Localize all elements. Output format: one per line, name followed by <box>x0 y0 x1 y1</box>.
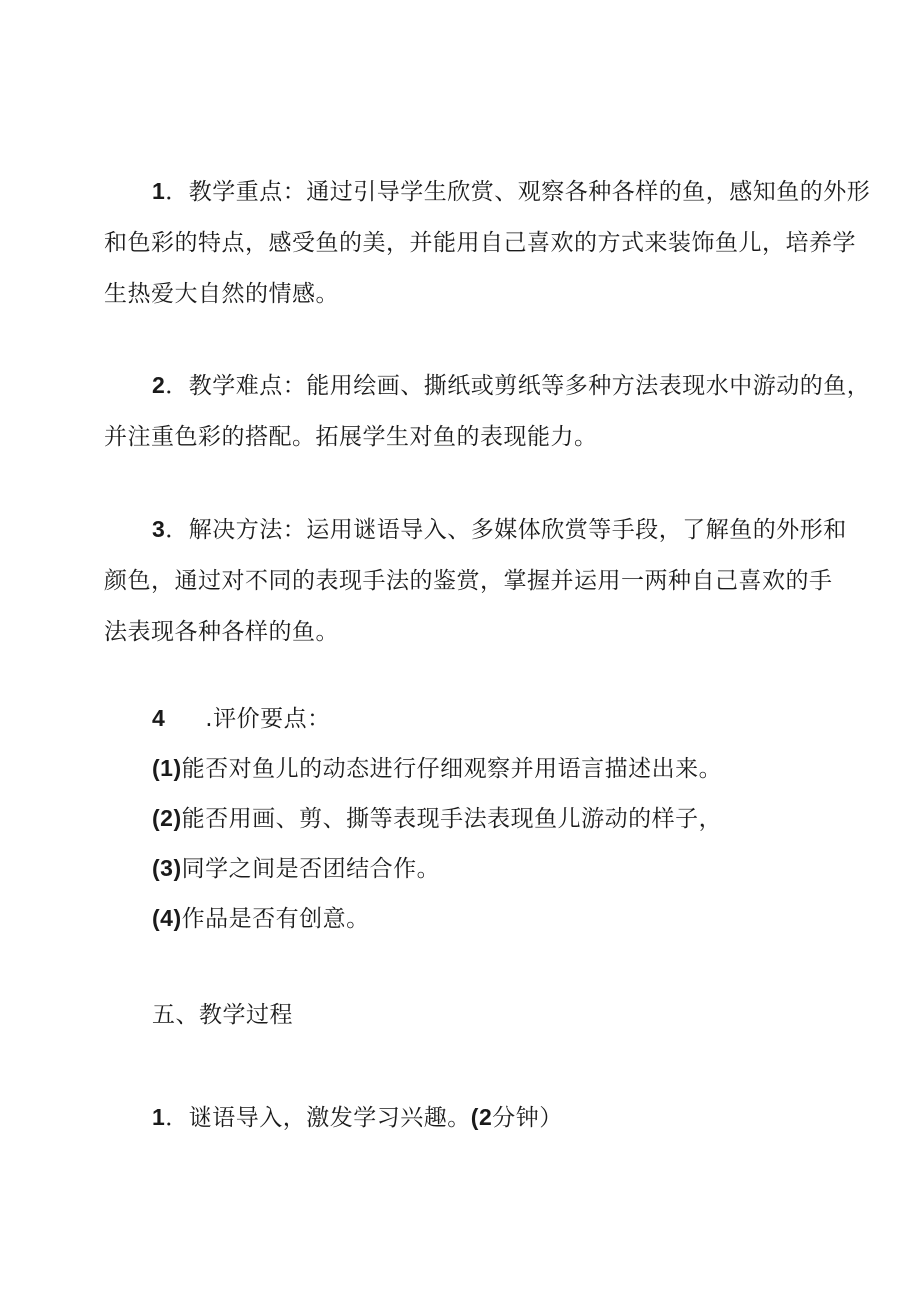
evaluation-point <box>104 794 824 844</box>
item-number: 1 <box>152 178 166 204</box>
item-line <box>104 360 871 412</box>
item-line: 生热爱大自然的情感。 <box>104 281 339 307</box>
item-line: 法表现各种各样的鱼。 <box>104 619 339 645</box>
item-number: 2 <box>152 372 166 398</box>
step-time-number: (2 <box>470 1104 493 1130</box>
step-riddle-intro <box>104 1092 824 1144</box>
point-number: (1) <box>152 755 182 781</box>
item-number: 3 <box>152 516 166 542</box>
evaluation-point <box>104 744 824 794</box>
point-number: (4) <box>152 905 182 931</box>
step-line <box>104 1092 824 1144</box>
item-text: ．解决方法：运用谜语导入、多媒体欣赏等手段，了解鱼的外形和 <box>165 517 847 543</box>
step-number: 1 <box>152 1104 166 1130</box>
point-text: 能否对鱼儿的动态进行仔细观察并用语言描述出来。 <box>181 756 723 782</box>
item-teaching-difficulty <box>104 360 871 463</box>
item-solution-method <box>104 504 847 658</box>
item-line <box>104 504 847 556</box>
section-heading-teaching-process <box>104 990 824 1041</box>
point-number: (2) <box>152 805 182 831</box>
item-evaluation-points <box>104 694 824 944</box>
item-teaching-focus <box>104 166 871 320</box>
item-text: ．教学难点：能用绘画、撕纸或剪纸等多种方法表现水中游动的鱼， <box>165 373 871 399</box>
item-line: 和色彩的特点，感受鱼的美，并能用自己喜欢的方式来装饰鱼儿，培养学 <box>104 230 856 256</box>
point-number: (3) <box>152 855 182 881</box>
item-line: 颜色，通过对不同的表现手法的鉴赏，掌握并运用一两种自己喜欢的手 <box>104 568 833 594</box>
evaluation-point <box>104 894 824 944</box>
step-time-text: 分钟） <box>492 1105 563 1131</box>
evaluation-title-line <box>104 694 824 744</box>
step-text: ．谜语导入，激发学习兴趣。 <box>165 1105 471 1131</box>
item-number: 4 <box>152 705 166 731</box>
evaluation-title: .评价要点： <box>205 706 331 732</box>
point-text: 能否用画、剪、撕等表现手法表现鱼儿游动的样子， <box>181 806 723 832</box>
point-text: 同学之间是否团结合作。 <box>181 856 441 882</box>
item-line: 并注重色彩的搭配。拓展学生对鱼的表现能力。 <box>104 424 598 450</box>
evaluation-point <box>104 844 824 894</box>
item-line <box>104 166 871 218</box>
item-text: ．教学重点：通过引导学生欣赏、观察各种各样的鱼，感知鱼的外形 <box>165 179 871 205</box>
section-heading: 五、教学过程 <box>152 1002 293 1028</box>
point-text: 作品是否有创意。 <box>181 906 370 932</box>
